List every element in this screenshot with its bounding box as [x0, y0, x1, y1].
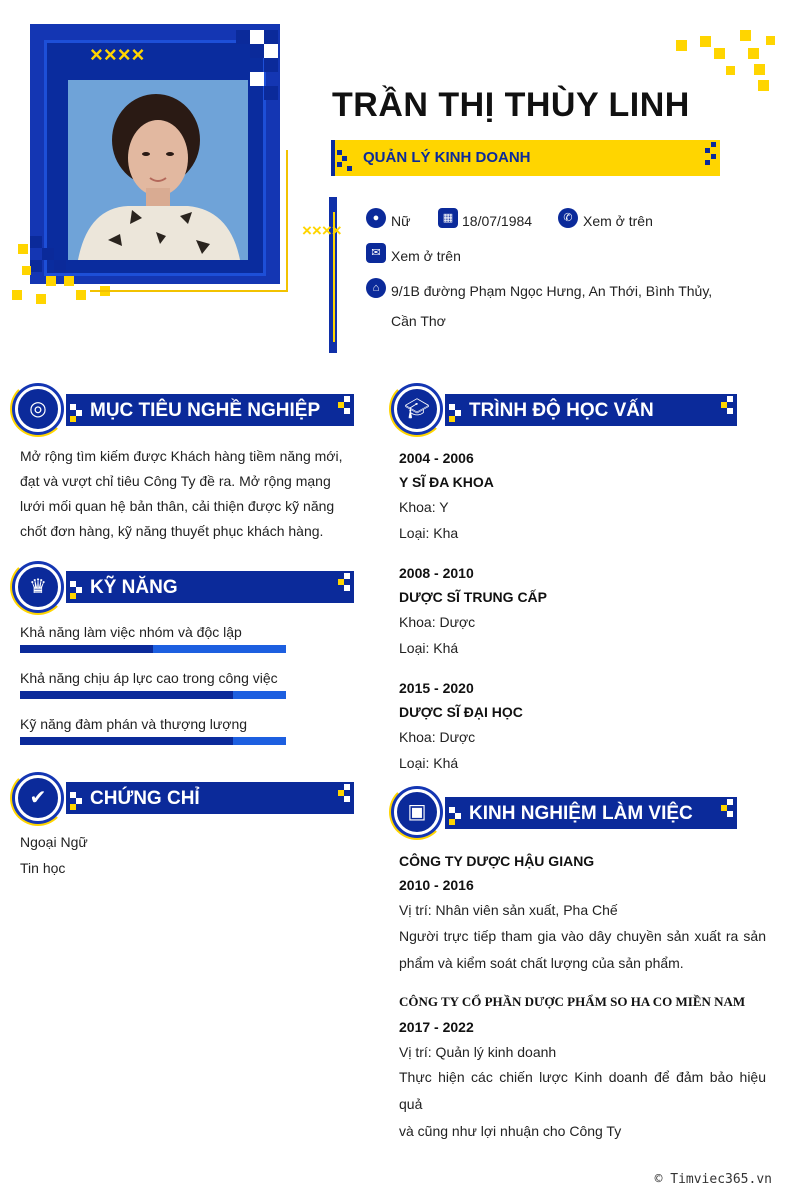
education-years: 2004 - 2006	[399, 450, 474, 466]
education-years: 2008 - 2010	[399, 565, 474, 581]
education-heading-bar	[445, 394, 737, 426]
skill-label: Khả năng làm việc nhóm và độc lập	[20, 624, 242, 640]
info-x-marks: ××××	[302, 221, 342, 240]
certificates-heading-bar	[66, 782, 354, 814]
education-faculty: Khoa: Y	[399, 499, 449, 515]
objective-heading-bar	[66, 394, 354, 426]
frame-accent-line	[90, 290, 288, 292]
user-icon: ●	[366, 208, 386, 228]
experience-heading: KINH NGHIỆM LÀM VIỆC	[469, 803, 693, 824]
experience-description: Người trực tiếp tham gia vào dây chuyền sản xuất ra sản phẩm và kiểm soát chất lượng của sản phẩm.	[399, 928, 766, 971]
education-degree: Y SĨ ĐA KHOA	[399, 474, 494, 490]
skill-label: Khả năng chịu áp lực cao trong công việc	[20, 670, 278, 686]
education-faculty: Khoa: Dược	[399, 614, 476, 630]
target-icon: ◎	[15, 386, 61, 432]
education-degree: DƯỢC SĨ ĐẠI HỌC	[399, 704, 523, 720]
profile-photo	[68, 80, 248, 260]
objective-heading: MỤC TIÊU NGHỀ NGHIỆP	[90, 400, 321, 421]
experience-position: Vị trí: Nhân viên sản xuất, Pha Chế	[399, 902, 618, 918]
experience-heading-bar	[445, 797, 737, 829]
phone-value: Xem ở trên	[583, 213, 653, 229]
skill-label: Kỹ năng đàm phán và thượng lượng	[20, 716, 248, 732]
gender-value: Nữ	[391, 213, 411, 229]
experience-description: Thực hiện các chiến lược Kinh doanh để đảm bảo hiệu quả và cũng như lợi nhuận cho Công Ty	[399, 1069, 766, 1139]
skill-bar	[20, 691, 286, 699]
education-degree: DƯỢC SĨ TRUNG CẤP	[399, 589, 548, 605]
education-grade: Loại: Khá	[399, 640, 459, 656]
candidate-name: TRẦN THỊ THÙY LINH	[332, 86, 690, 124]
calendar-icon: ▦	[438, 208, 458, 228]
graduation-cap-icon: 🎓︎	[394, 386, 440, 432]
phone-icon: ✆	[558, 208, 578, 228]
badge-check-icon: ✔	[15, 775, 61, 821]
envelope-icon: ✉	[366, 243, 386, 263]
experience-company: CÔNG TY CỔ PHẦN DƯỢC PHẨM SO HA CO MIỀN NAM	[399, 994, 746, 1009]
experience-position: Vị trí: Quản lý kinh doanh	[399, 1044, 557, 1060]
experience-years: 2010 - 2016	[399, 877, 474, 893]
education-years: 2015 - 2020	[399, 680, 474, 696]
skills-heading: KỸ NĂNG	[90, 577, 178, 598]
certificate-item: Tin học	[20, 860, 66, 876]
objective-text: Mở rộng tìm kiếm được Khách hàng tiềm năng mới, đạt và vượt chỉ tiêu Công Ty đề ra. Mở rộng mạng lưới mối quan hệ bản thân, cải thiện được kỹ năng chốt đơn hàng, kỹ năng thuyết phục khách hàng.	[20, 448, 343, 539]
footer-credit: © Timviec365.vn	[654, 1172, 772, 1187]
briefcase-icon: ▣	[394, 789, 440, 835]
home-icon: ⌂	[366, 278, 386, 298]
certificate-item: Ngoại Ngữ	[20, 834, 88, 850]
education-heading: TRÌNH ĐỘ HỌC VẤN	[469, 400, 654, 421]
experience-years: 2017 - 2022	[399, 1019, 474, 1035]
birthday-value: 18/07/1984	[462, 213, 533, 229]
job-title-bar	[331, 140, 720, 176]
email-value: Xem ở trên	[391, 248, 461, 264]
education-grade: Loại: Kha	[399, 525, 459, 541]
skill-bar	[20, 645, 286, 653]
skill-bar	[20, 737, 286, 745]
job-title: QUẢN LÝ KINH DOANH	[363, 149, 531, 166]
lightbulb-icon: ♛	[15, 564, 61, 610]
experience-company: CÔNG TY DƯỢC HẬU GIANG	[399, 853, 595, 869]
frame-accent-line	[286, 150, 288, 292]
address-line-2: Cần Thơ	[391, 313, 446, 329]
address-line-1: 9/1B đường Phạm Ngọc Hưng, An Thới, Bình Thủy,	[391, 283, 713, 299]
skills-heading-bar	[66, 571, 354, 603]
frame-x-marks: ××××	[90, 42, 146, 67]
certificates-heading: CHỨNG CHỈ	[90, 788, 200, 809]
education-grade: Loại: Khá	[399, 755, 459, 771]
education-faculty: Khoa: Dược	[399, 729, 476, 745]
